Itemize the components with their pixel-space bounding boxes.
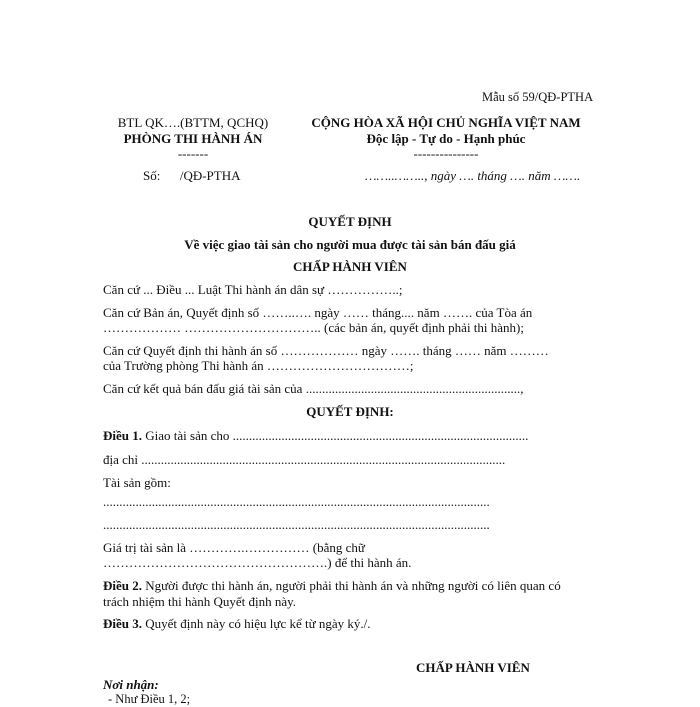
article-1-assets-dots-2: ....................................................................................................................... [103,517,490,532]
national-motto: Độc lập - Tự do - Hạnh phúc [366,131,526,146]
document-date: ……..…….., ngày …. tháng …. năm ……. [365,168,581,183]
document-subtitle: Về việc giao tài sản cho người mua được tài sản bán đấu giá [184,237,516,252]
left-divider: ------- [177,146,209,161]
article-3-line-1 [103,616,371,632]
article-2-line-2: trách nhiệm thi hành Quyết định này. [103,594,297,609]
article-1-label: Điều 1. [103,428,142,443]
article-2-text: Người được thi hành án, người phải thi hành án và những người có liên quan có [145,578,561,593]
form-code: Mẫu số 59/QĐ-PTHA [482,90,594,104]
issuing-authority: BTL QK….(BTTM, QCHQ) [117,115,269,130]
basis-line-3b: của Trường phòng Thi hành án ……………………………; [103,358,414,373]
basis-line-3a: Căn cứ Quyết định thi hành án số ……………… ngày ……. tháng …… năm ……… [103,343,549,358]
issuing-office: PHÒNG THI HÀNH ÁN [123,131,263,146]
basis-line-2b: ……………… ………………………….. (các bản án, quyết định phải thi hành); [103,320,524,335]
document-title: QUYẾT ĐỊNH [308,214,392,229]
article-1-text: Giao tài sản cho ........................................................................................... [145,428,529,443]
basis-line-1: Căn cứ ... Điều ... Luật Thi hành án dân sự ……………..; [103,282,403,297]
decision-heading: QUYẾT ĐỊNH: [306,404,394,419]
right-divider: --------------- [413,146,479,161]
basis-line-4: Căn cứ kết quả bán đấu giá tài sản của .................................................................., [103,381,524,396]
article-2-line-1 [103,578,561,594]
article-1-value-a: Giá trị tài sản là ………….…………… (bằng chữ [103,540,365,555]
article-1-assets-dots-1: ....................................................................................................................... [103,494,490,509]
article-3-text: Quyết định này có hiệu lực kể từ ngày ký./. [145,616,371,631]
national-title: CỘNG HÒA XÃ HỘI CHỦ NGHĨA VIỆT NAM [311,115,581,130]
article-1-address: địa chỉ ................................................................................................................ [103,452,506,467]
article-1-value-b: …………………………………………….) để thi hành án. [103,555,412,570]
authority-heading: CHẤP HÀNH VIÊN [293,259,407,274]
recipients-label: Nơi nhận: [103,677,159,692]
article-1-line-1 [103,428,528,444]
article-1-assets-label: Tài sản gồm: [103,475,171,490]
article-2-label: Điều 2. [103,578,142,593]
recipients-first: - Như Điều 1, 2; [108,692,191,706]
signature-title: CHẤP HÀNH VIÊN [416,660,530,675]
article-3-label: Điều 3. [103,616,142,631]
document-number: Số: /QĐ-PTHA [143,168,241,183]
basis-line-2a: Căn cứ Bản án, Quyết định số ……..…. ngày …… tháng.... năm ……. của Tòa án [103,305,533,320]
